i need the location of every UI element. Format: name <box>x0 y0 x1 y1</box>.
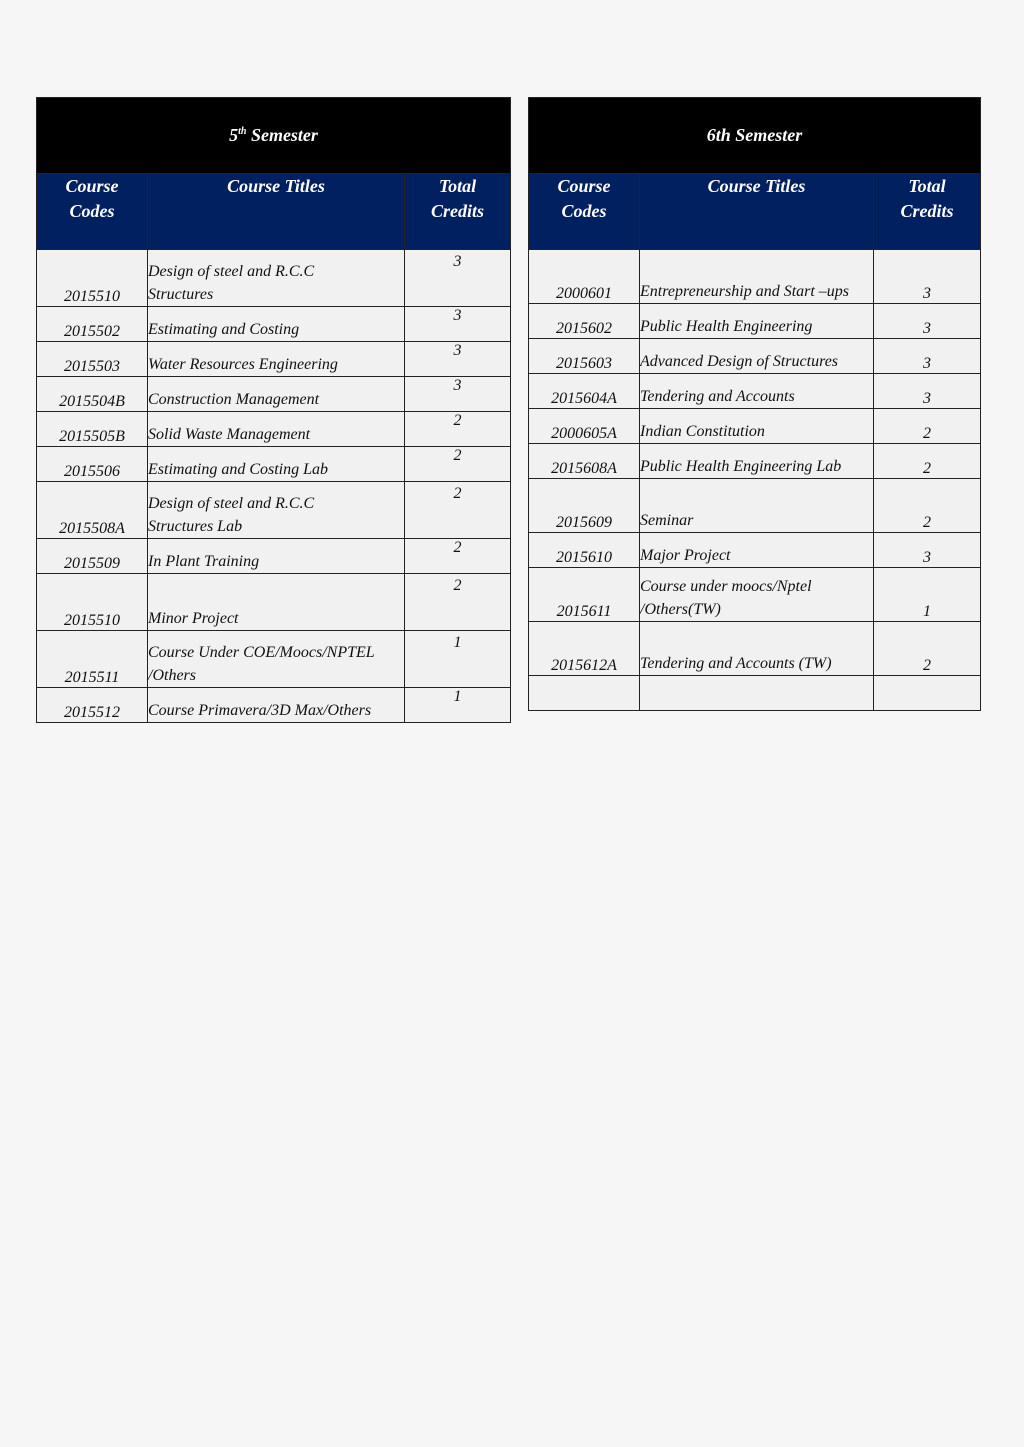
course-credits: 2 <box>874 409 981 444</box>
course-title: Seminar <box>640 479 874 533</box>
semester-5-table <box>36 97 511 723</box>
course-credits: 3 <box>874 374 981 409</box>
course-title: Design of steel and R.C.C Structures <box>148 250 405 307</box>
table-row <box>37 412 511 447</box>
course-credits: 2 <box>405 447 511 482</box>
semester-5-title: 5th Semester <box>37 98 511 174</box>
table-row-empty <box>529 676 981 711</box>
course-title: Minor Project <box>148 574 405 631</box>
course-code: 2015609 <box>529 479 640 533</box>
course-title <box>640 676 874 711</box>
course-code: 2015508A <box>37 482 148 539</box>
table-row <box>529 568 981 622</box>
course-code: 2015504B <box>37 377 148 412</box>
course-title: In Plant Training <box>148 539 405 574</box>
table-row <box>529 622 981 676</box>
course-code: 2015610 <box>529 533 640 568</box>
course-title: Estimating and Costing Lab <box>148 447 405 482</box>
course-title: Solid Waste Management <box>148 412 405 447</box>
course-credits: 3 <box>405 250 511 307</box>
course-credits: 2 <box>405 539 511 574</box>
table-row <box>529 374 981 409</box>
course-title: Water Resources Engineering <box>148 342 405 377</box>
course-code: 2015506 <box>37 447 148 482</box>
course-credits: 3 <box>874 250 981 304</box>
semester-5-header-row <box>37 174 511 250</box>
course-code: 2015604A <box>529 374 640 409</box>
course-title: Estimating and Costing <box>148 307 405 342</box>
course-code: 2015505B <box>37 412 148 447</box>
course-code: 2015510 <box>37 250 148 307</box>
table-row <box>529 533 981 568</box>
course-code: 2015612A <box>529 622 640 676</box>
table-row <box>37 688 511 723</box>
course-credits: 2 <box>405 574 511 631</box>
course-code <box>529 676 640 711</box>
course-credits: 3 <box>874 339 981 374</box>
course-title: Major Project <box>640 533 874 568</box>
course-title: Construction Management <box>148 377 405 412</box>
course-code: 2015503 <box>37 342 148 377</box>
course-titles-header: Course Titles <box>148 174 405 250</box>
course-code: 2000601 <box>529 250 640 304</box>
table-row <box>529 409 981 444</box>
table-row <box>529 304 981 339</box>
course-title: Tendering and Accounts (TW) <box>640 622 874 676</box>
course-code: 2015509 <box>37 539 148 574</box>
course-credits: 1 <box>405 688 511 723</box>
table-row <box>37 631 511 688</box>
table-row <box>529 479 981 533</box>
course-title: Advanced Design of Structures <box>640 339 874 374</box>
table-row <box>529 250 981 304</box>
semester-5-title-row <box>37 98 511 174</box>
table-row <box>37 250 511 307</box>
course-credits: 3 <box>405 342 511 377</box>
course-credits: 3 <box>874 304 981 339</box>
table-row <box>529 444 981 479</box>
course-code: 2015512 <box>37 688 148 723</box>
course-credits: 1 <box>405 631 511 688</box>
course-codes-header: Course Codes <box>37 174 148 250</box>
course-code: 2015502 <box>37 307 148 342</box>
table-row <box>529 339 981 374</box>
course-credits: 1 <box>874 568 981 622</box>
course-title: Design of steel and R.C.C Structures Lab <box>148 482 405 539</box>
table-row <box>37 482 511 539</box>
course-credits: 2 <box>405 412 511 447</box>
course-code: 2015511 <box>37 631 148 688</box>
course-credits: 3 <box>405 307 511 342</box>
table-row <box>37 307 511 342</box>
course-title: Entrepreneurship and Start –ups <box>640 250 874 304</box>
course-credits: 3 <box>405 377 511 412</box>
course-credits: 2 <box>405 482 511 539</box>
course-credits: 2 <box>874 479 981 533</box>
course-title: Course Primavera/3D Max/Others <box>148 688 405 723</box>
total-credits-header: Total Credits <box>874 174 981 250</box>
total-credits-header: Total Credits <box>405 174 511 250</box>
course-title: Public Health Engineering <box>640 304 874 339</box>
course-credits <box>874 676 981 711</box>
course-code: 2015611 <box>529 568 640 622</box>
course-credits: 2 <box>874 444 981 479</box>
course-code: 2015602 <box>529 304 640 339</box>
course-title: Indian Constitution <box>640 409 874 444</box>
table-row <box>37 447 511 482</box>
table-row <box>37 377 511 412</box>
semester-6-header-row <box>529 174 981 250</box>
semester-6-title: 6th Semester <box>529 98 981 174</box>
table-row <box>37 539 511 574</box>
course-codes-header: Course Codes <box>529 174 640 250</box>
course-title: Course under moocs/Nptel /Others(TW) <box>640 568 874 622</box>
course-code: 2015603 <box>529 339 640 374</box>
course-code: 2015510 <box>37 574 148 631</box>
course-credits: 3 <box>874 533 981 568</box>
course-code: 2000605A <box>529 409 640 444</box>
semester-6-table <box>528 97 981 711</box>
course-title: Course Under COE/Moocs/NPTEL /Others <box>148 631 405 688</box>
course-titles-header: Course Titles <box>640 174 874 250</box>
course-code: 2015608A <box>529 444 640 479</box>
table-row <box>37 342 511 377</box>
course-title: Tendering and Accounts <box>640 374 874 409</box>
semester-6-title-row <box>529 98 981 174</box>
course-title: Public Health Engineering Lab <box>640 444 874 479</box>
course-credits: 2 <box>874 622 981 676</box>
table-row <box>37 574 511 631</box>
